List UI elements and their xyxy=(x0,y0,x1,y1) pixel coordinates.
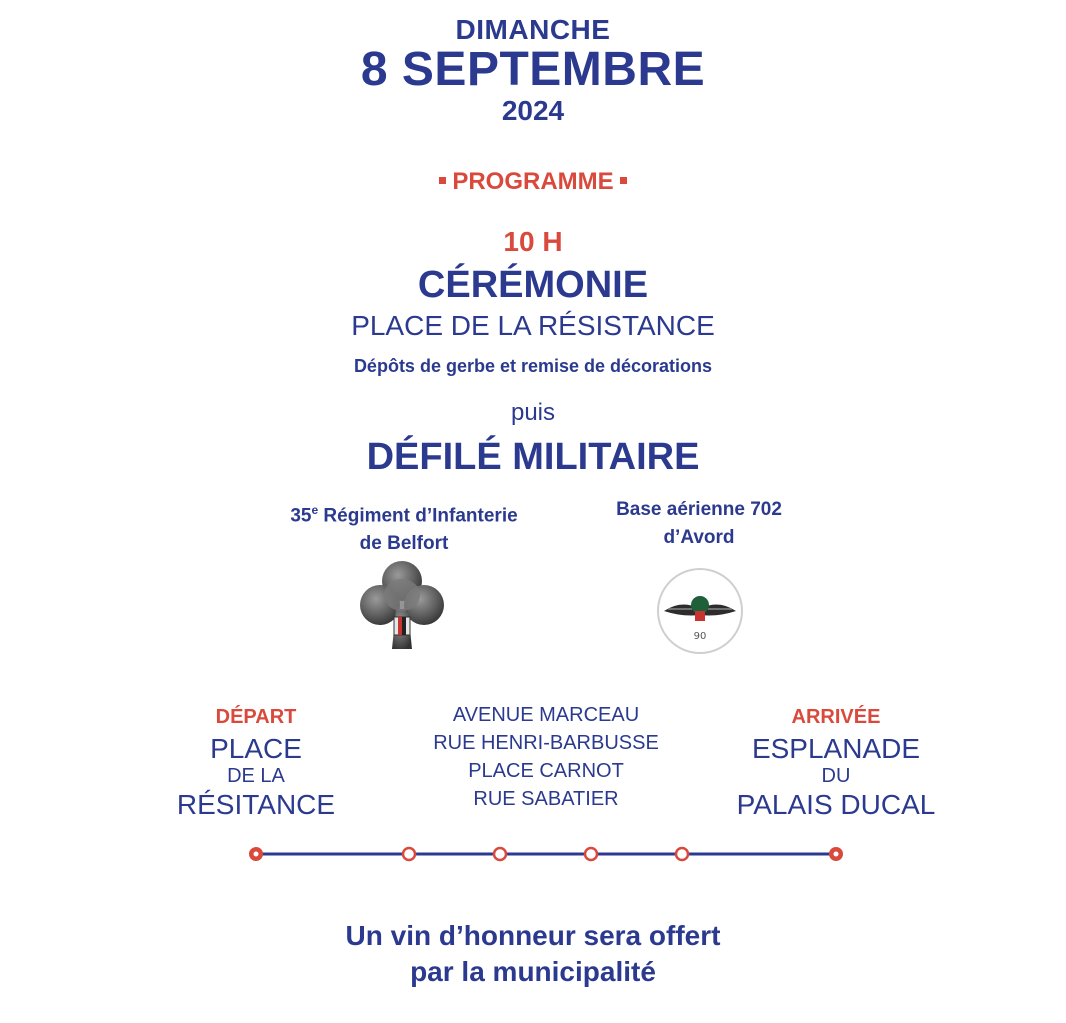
arrival-line-1: ESPLANADE xyxy=(751,733,921,764)
programme-heading xyxy=(0,168,1066,196)
street-item: AVENUE MARCEAU xyxy=(452,704,640,726)
regiment-line-1-text: Régiment d’Infanterie xyxy=(318,505,518,527)
regiment-line-1 xyxy=(237,496,571,530)
street-item: RUE HENRI-BARBUSSE xyxy=(433,732,659,754)
event-year: 2024 xyxy=(501,95,565,126)
event-date: 8 SEPTEMBRE xyxy=(360,43,706,96)
air-base-insignia-icon xyxy=(654,565,746,657)
regiment-insignia-icon xyxy=(356,559,448,655)
departure-line-1: PLACE xyxy=(210,733,302,764)
footer-line-2: par la municipalité xyxy=(410,956,656,987)
timeline-stop-icon xyxy=(676,848,688,860)
connector-text: puis xyxy=(510,399,556,426)
ceremony-title: CÉRÉMONIE xyxy=(417,264,649,306)
timeline-start-icon xyxy=(249,847,263,861)
arrival-line-3: PALAIS DUCAL xyxy=(736,789,936,820)
street-item: RUE SABATIER xyxy=(473,788,619,810)
footer-line-1: Un vin d’honneur sera offert xyxy=(345,920,721,951)
ceremony-details: Dépôts de gerbe et remise de décorations xyxy=(353,356,713,376)
departure-line-2: DE LA xyxy=(227,765,285,787)
timeline-stop-icon xyxy=(403,848,415,860)
footer-note xyxy=(0,918,1066,990)
timeline-end-icon xyxy=(829,847,843,861)
timeline-stop-icon xyxy=(585,848,597,860)
air-base-name xyxy=(532,496,866,552)
regiment-ordinal: e xyxy=(311,503,319,517)
programme-label: PROGRAMME xyxy=(452,168,614,195)
event-day: DIMANCHE xyxy=(455,14,611,45)
arrival-line-2: DU xyxy=(821,765,851,787)
arrival-label: ARRIVÉE xyxy=(791,706,881,728)
square-bullet-icon xyxy=(439,177,446,184)
street-item: PLACE CARNOT xyxy=(468,760,624,782)
route-streets xyxy=(396,701,696,813)
svg-text:90: 90 xyxy=(693,631,707,642)
air-base-line-1: Base aérienne 702 xyxy=(616,499,782,520)
ceremony-time: 10 H xyxy=(503,226,563,257)
parade-title: DÉFILÉ MILITAIRE xyxy=(366,436,700,478)
ceremony-place: PLACE DE LA RÉSISTANCE xyxy=(351,310,715,341)
timeline-stop-icon xyxy=(494,848,506,860)
regiment-line-2: de Belfort xyxy=(359,533,449,555)
regiment-number: 35 xyxy=(290,505,312,527)
square-bullet-icon xyxy=(620,177,627,184)
regiment-name xyxy=(237,496,571,558)
departure-label: DÉPART xyxy=(215,706,297,728)
departure-line-3: RÉSITANCE xyxy=(176,789,336,820)
air-base-line-2: d’Avord xyxy=(663,527,735,548)
route-timeline xyxy=(0,840,1066,870)
